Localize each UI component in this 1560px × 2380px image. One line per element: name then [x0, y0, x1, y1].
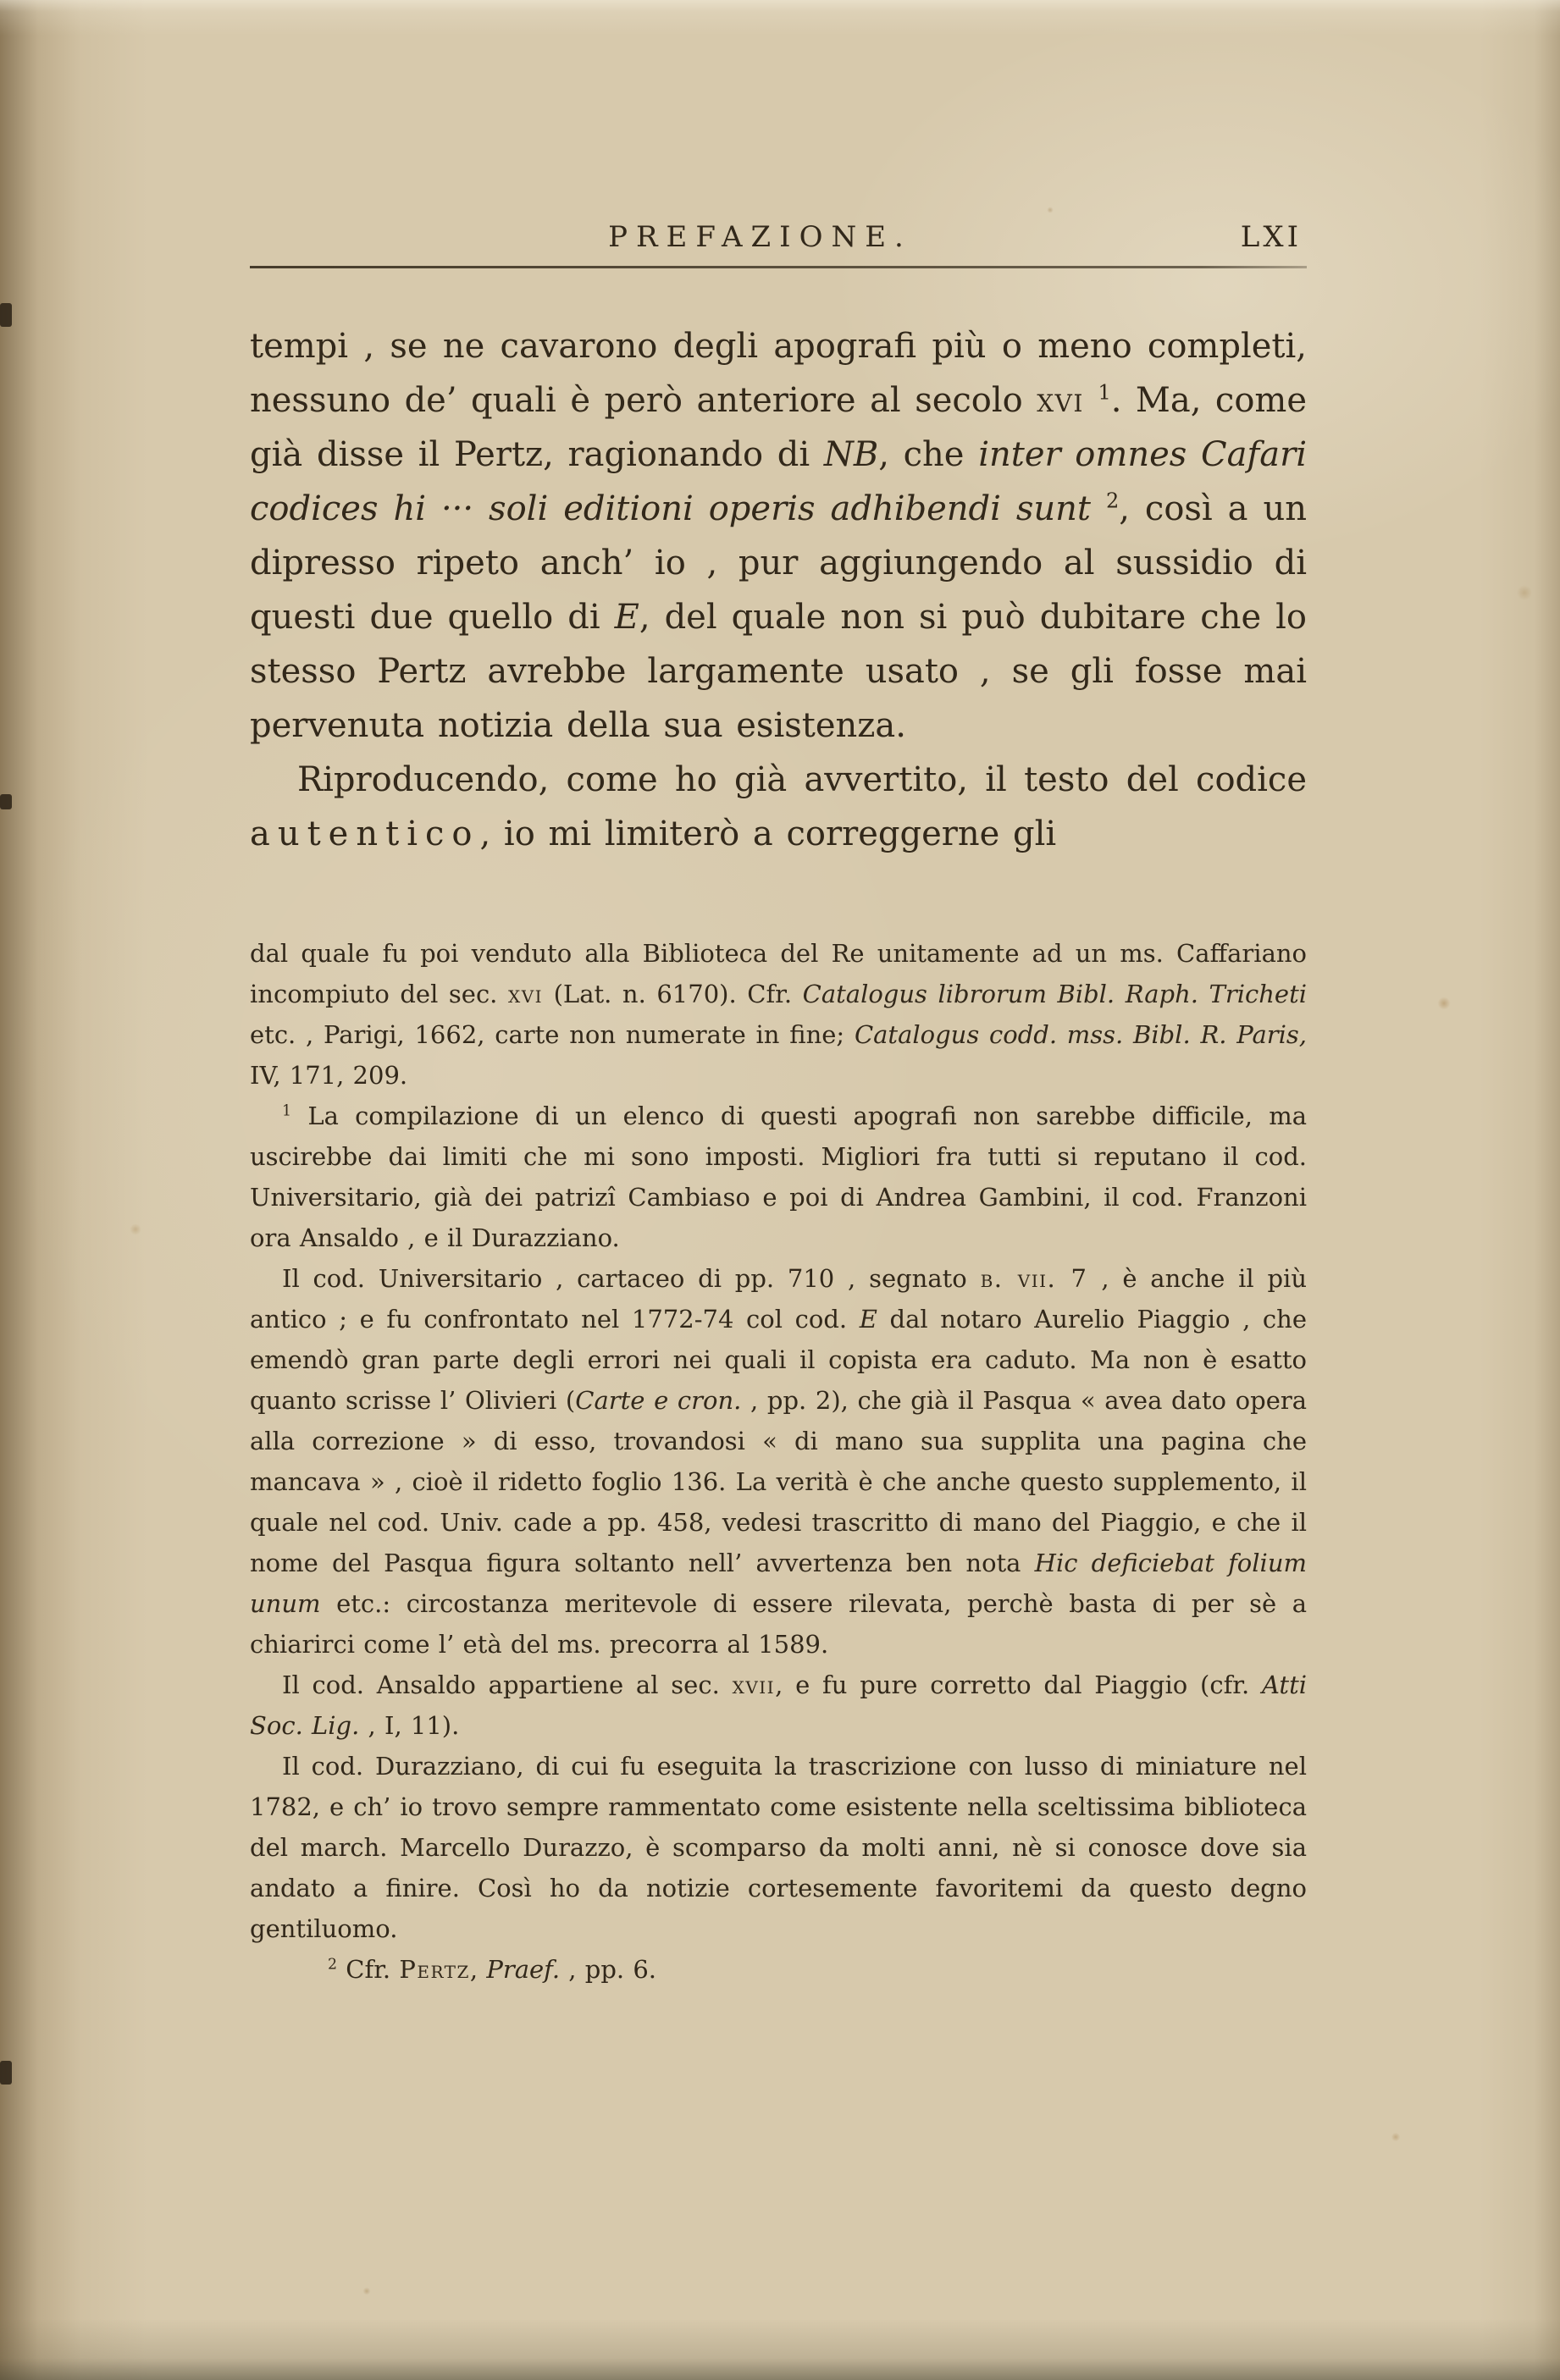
text-segment: E	[859, 1305, 877, 1334]
text-segment: , e fu pure corretto dal Piaggio (cfr.	[775, 1670, 1262, 1699]
text-segment: . Ma, come già disse il Pertz, ragionando di	[250, 381, 1307, 474]
text-segment: Il cod. Universitario , cartaceo di pp. 710 , segnato	[282, 1264, 981, 1293]
text-segment: dal quale fu poi venduto alla Biblioteca del Re unitamente ad un ms. Caffariano incompiuto del sec.	[250, 939, 1307, 1008]
footnote-paragraph	[250, 1096, 1307, 1258]
text-segment: xvi	[1037, 381, 1084, 420]
text-segment: dal notaro Aurelio Piaggio , che emendò gran parte degli errori nei quali il copista era caduto. Ma non è esatto quanto scrisse l’ Olivieri (	[250, 1305, 1307, 1415]
text-segment: Riproducendo, come ho già avvertito, il testo del codice	[297, 760, 1307, 799]
text-segment: etc. , Parigi, 1662, carte non numerate in fine;	[250, 1020, 855, 1049]
text-segment: Praef.	[486, 1955, 561, 1984]
binding-stitch-mark	[0, 303, 12, 327]
text-segment: xvi	[507, 980, 544, 1008]
text-segment: autentico	[250, 815, 480, 853]
text-segment: NB	[823, 435, 879, 474]
footnote-paragraph	[250, 1746, 1307, 1949]
text-segment: tempi , se ne cavarono degli apografi più o meno completi, nessuno de’ quali è però anteriore al secolo	[250, 327, 1307, 420]
footnote-ref: 2	[328, 1956, 338, 1974]
footnote-ref: 2	[1105, 489, 1120, 513]
binding-stitch-mark	[0, 794, 12, 809]
page-title: PREFAZIONE.	[608, 220, 912, 254]
text-segment: E	[614, 598, 639, 637]
text-column	[250, 0, 1307, 1990]
text-segment: IV, 171, 209.	[250, 1061, 408, 1090]
text-segment	[1084, 381, 1098, 420]
text-segment: , così a un dipresso ripeto anch’ io , pur aggiungendo al sussidio di questi due quello di	[250, 489, 1308, 637]
text-segment: Pertz	[399, 1955, 470, 1984]
text-segment: , del quale non si può dubitare che lo stesso Pertz avrebbe largamente usato , se gli fosse mai pervenuta notizia della sua esistenza.	[250, 598, 1307, 745]
text-segment: Catalogus librorum Bibl. Raph. Tricheti	[802, 980, 1308, 1008]
text-segment: La compilazione di un elenco di questi apografi non sarebbe difficile, ma uscirebbe dai limiti che mi sono imposti. Migliori fra tutti si reputano il cod. Universitario, già dei patrizî Cambiaso e poi di Andrea Gambini, il cod. Franzoni ora Ansaldo , e il Durazziano.	[250, 1102, 1307, 1252]
text-segment	[1091, 489, 1106, 528]
body-paragraph	[250, 753, 1307, 861]
text-segment: , I, 11).	[359, 1711, 460, 1740]
text-segment: Il cod. Ansaldo appartiene al sec.	[282, 1670, 733, 1699]
text-segment: Cfr.	[337, 1955, 400, 1984]
text-segment: Carte e cron.	[575, 1386, 742, 1415]
text-segment: Hic deficiebat folium unum	[250, 1549, 1307, 1618]
header-rule	[250, 266, 1307, 268]
text-segment: , che	[878, 435, 979, 474]
text-segment: Atti Soc. Lig.	[250, 1670, 1307, 1740]
footnote-paragraph	[250, 1258, 1307, 1665]
text-segment: ,	[469, 1955, 487, 1984]
text-segment: b. vii. 7	[980, 1264, 1088, 1293]
footnote-paragraph	[250, 1949, 1307, 1990]
page-number: LXI	[1240, 220, 1302, 254]
footnote-paragraph	[250, 933, 1307, 1096]
body-paragraph	[250, 319, 1307, 753]
text-segment: Catalogus codd. mss. Bibl. R. Paris,	[854, 1020, 1307, 1049]
running-head	[250, 220, 1307, 257]
text-segment: etc.: circostanza meritevole di essere rilevata, perchè basta di per sè a chiarirci come l’ età del ms. precorra al 1589.	[250, 1589, 1307, 1659]
binding-stitch-mark	[0, 2061, 12, 2085]
text-segment: , è anche il più antico ; e fu confrontato nel 1772-74 col cod.	[250, 1264, 1308, 1334]
text-segment: , pp. 6.	[560, 1955, 656, 1984]
footnotes	[250, 933, 1307, 1990]
text-segment: , io mi limiterò a correggerne gli	[479, 815, 1057, 853]
body-text	[250, 319, 1307, 861]
text-segment: xvii	[732, 1670, 776, 1699]
text-segment: inter omnes Cafari codices hi ··· soli editioni operis adhibendi sunt	[250, 435, 1307, 528]
text-segment: , pp. 2), che già il Pasqua « avea dato opera alla correzione » di esso, trovandosi « di mano sua supplita una pagina che mancava » , cioè il ridetto foglio 136. La verità è che anche questo supplemento, il quale nel cod. Univ. cade a pp. 458, vedesi trascritto di mano del Piaggio, e che il nome del Pasqua figura soltanto nell’ avvertenza ben nota	[250, 1386, 1308, 1577]
text-segment: Il cod. Durazziano, di cui fu eseguita la trascrizione con lusso di miniature nel 1782, e ch’ io trovo sempre rammentato come esistente nella sceltissima biblioteca del march. Marcello Durazzo, è scomparso da molti anni, nè si conosce dove sia andato a finire. Così ho da notizie cortesemente favoritemi da questo degno gentiluomo.	[250, 1752, 1307, 1943]
footnote-ref: 1	[1098, 380, 1111, 405]
footnote-ref: 1	[282, 1102, 292, 1120]
footnote-paragraph	[250, 1665, 1307, 1746]
text-segment: (Lat. n. 6170). Cfr.	[543, 980, 803, 1008]
